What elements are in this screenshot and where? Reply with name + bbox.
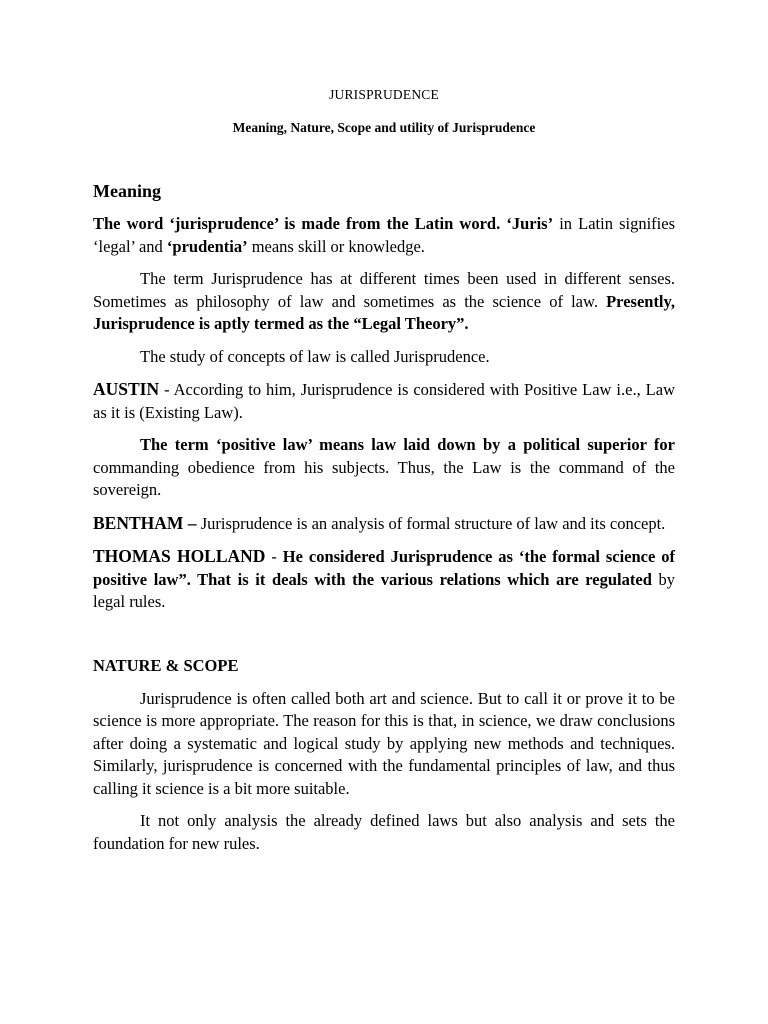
positive-law-continuation: commanding obedience from his subjects. Thus, the Law is the command of the sovereign. (93, 457, 675, 499)
bentham-text: Jurisprudence is an analysis of formal structure of law and its concept. (196, 513, 666, 533)
austin-paragraph (93, 378, 675, 424)
bentham-name: BENTHAM – (93, 512, 197, 533)
document-body (93, 179, 675, 865)
holland-definition: He considered Jurisprudence as ‘the formal science of positive law”. That is it deals with the various relations which are regulated (93, 547, 675, 589)
bentham-paragraph (93, 512, 675, 536)
prudentia-term: ‘prudentia’ (166, 236, 248, 256)
meaning-paragraph-2 (93, 268, 675, 336)
juris-explanation: in Latin signifies ‘legal’ and (93, 214, 676, 256)
austin-name: AUSTIN (93, 379, 160, 399)
holland-dash: - (265, 547, 283, 566)
nature-paragraph-2: It not only analysis the already defined laws but also analysis and sets the foundation for new rules. (93, 811, 675, 853)
meaning-heading: Meaning (93, 181, 162, 201)
meaning-paragraph-1 (93, 213, 675, 258)
legal-theory-text: Presently, Jurisprudence is aptly termed as the “Legal Theory”. (93, 291, 675, 333)
positive-law-paragraph (93, 434, 675, 502)
holland-continuation: by legal rules. (93, 569, 675, 611)
holland-name: THOMAS HOLLAND (93, 546, 266, 566)
nature-scope-heading: NATURE & SCOPE (93, 655, 239, 675)
austin-text: - According to him, Jurisprudence is considered with Positive Law i.e., Law as it is (Existing Law). (93, 380, 675, 422)
document-title: JURISPRUDENCE (329, 87, 439, 102)
senses-text: The term Jurisprudence has at different times been used in different senses. Sometimes as philosophy of law and sometimes as the science of law. (93, 269, 675, 311)
document-subtitle: Meaning, Nature, Scope and utility of Jurisprudence (232, 120, 536, 135)
word-origin-text: The word ‘jurisprudence’ is made from the Latin word. (93, 214, 507, 233)
nature-paragraph-1: Jurisprudence is often called both art and science. But to call it or prove it to be science is more appropriate. The reason for this is that, in science, we draw conclusions after doing a systematic and logical study by applying new methods and techniques. Similarly, jurisprudence is concerned with the fundamental principles of law, and thus calling it science is a bit more suitable. (93, 688, 675, 798)
positive-law-definition: The term ‘positive law’ means law laid down by a political superior for (140, 435, 675, 454)
meaning-paragraph-3: The study of concepts of law is called Jurisprudence. (140, 346, 490, 366)
prudentia-explanation: means skill or knowledge. (247, 236, 425, 256)
holland-paragraph (93, 545, 675, 614)
juris-term: ‘Juris’ (506, 214, 554, 233)
